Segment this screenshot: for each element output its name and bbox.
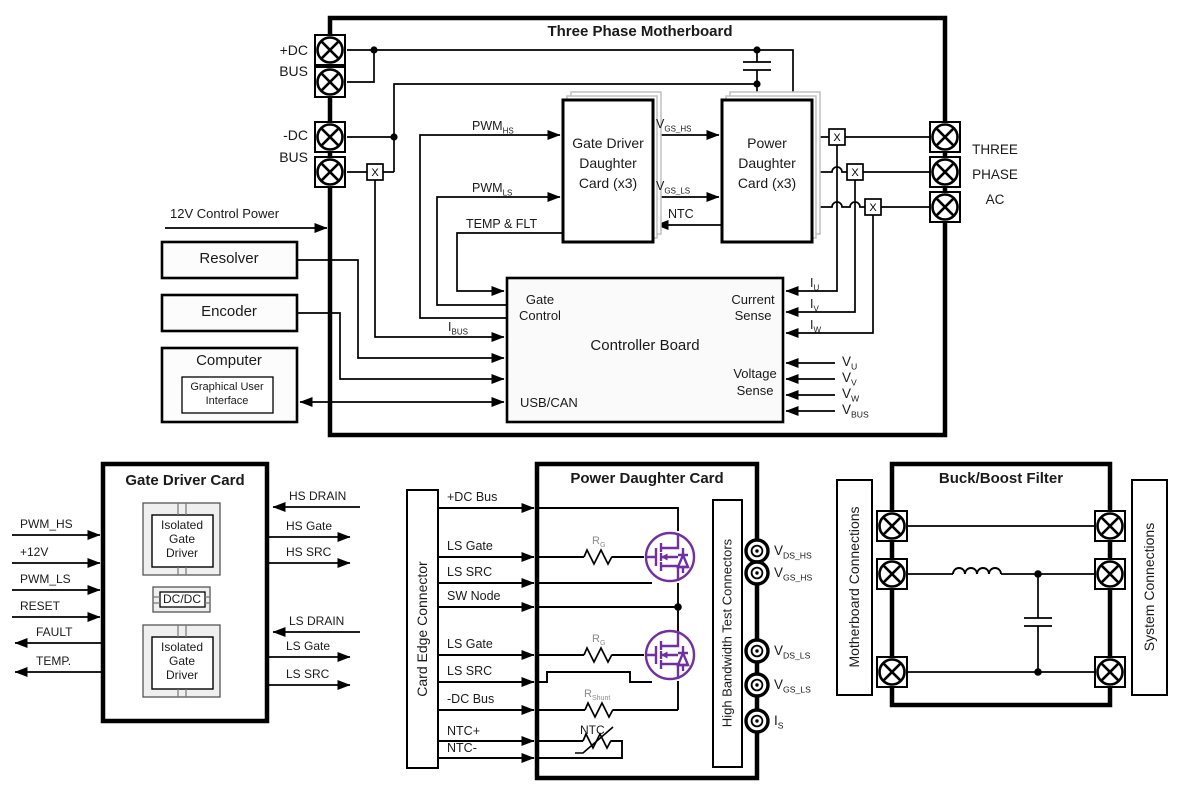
gdc-fault-label: FAULT xyxy=(36,625,73,639)
current-sense-label: Current xyxy=(731,292,775,307)
pdc-dc-plus-label: +DC Bus xyxy=(447,490,498,504)
pdc-ntc-minus-label: NTC- xyxy=(447,741,477,755)
is-tp-label: $I_S$ xyxy=(774,713,784,731)
pdc-ls-gate-label: LS Gate xyxy=(447,539,493,553)
gdc-12v-label: +12V xyxy=(20,545,49,559)
iw-label: $I_W$ xyxy=(810,318,822,335)
filter-connector-icon xyxy=(1095,657,1125,687)
gdc-title: Gate Driver Card xyxy=(125,472,245,489)
ntc-component-label: NTC xyxy=(580,723,605,737)
inductor-icon xyxy=(953,568,1001,574)
current-sensor-icon xyxy=(367,164,383,180)
vgs-hs-tp-label: $V_{GS\_HS}$ xyxy=(774,565,813,583)
three-phase-ac-label: PHASE xyxy=(972,167,1018,182)
hs-gate-label: HS Gate xyxy=(286,519,333,533)
pdc-ls-gate2-label: LS Gate xyxy=(447,637,493,651)
gate-control-label: Control xyxy=(519,308,561,323)
svg-text:X: X xyxy=(869,202,877,214)
ac-connector-icon xyxy=(930,192,960,222)
motherboard-connections-label: Motherboard Connections xyxy=(846,506,862,668)
buck-boost-wires xyxy=(892,526,1110,672)
gddc-label: Daughter xyxy=(579,155,637,171)
svg-text:X: X xyxy=(371,167,379,179)
current-sensor-icon xyxy=(865,199,881,215)
rshunt-label: $R_{Shunt}$ xyxy=(584,688,611,703)
pdc-label: Power xyxy=(747,135,787,151)
pdc-label: Card (x3) xyxy=(737,175,797,191)
gdc-temp-label: TEMP. xyxy=(36,654,72,668)
minus-dc-bus-label: -DC xyxy=(283,127,308,143)
three-phase-ac-label: AC xyxy=(985,192,1005,207)
gddc-label: Card (x3) xyxy=(578,175,638,191)
buck-boost-outline xyxy=(892,464,1110,705)
voltage-sense-label: Sense xyxy=(736,383,774,398)
igd-ls-label: Isolated xyxy=(160,640,204,654)
igd-hs-label: Isolated xyxy=(160,518,204,532)
vv-label: $V_V$ xyxy=(842,370,857,388)
encoder-label: Encoder xyxy=(201,303,257,320)
gui-label: Graphical User xyxy=(190,381,264,393)
usb-can-label: USB/CAN xyxy=(520,395,578,410)
control-power-label: 12V Control Power xyxy=(170,206,280,221)
system-connections-label: System Connections xyxy=(1141,522,1157,652)
capacitor-icon xyxy=(1024,574,1052,672)
current-sense-label: Sense xyxy=(734,308,772,323)
igd-hs-label: Gate xyxy=(168,532,196,546)
test-connector-icon xyxy=(746,540,768,562)
resolver-label: Resolver xyxy=(199,250,259,267)
computer-label: Computer xyxy=(196,352,262,369)
pdc-label: Daughter xyxy=(738,155,796,171)
pdc-ntc-plus-label: NTC+ xyxy=(447,724,480,738)
current-sensor-icon xyxy=(829,129,845,145)
pdc-ls-src2-label: LS SRC xyxy=(447,664,493,678)
gate-control-label: Gate xyxy=(525,292,555,307)
dc-connector-icon xyxy=(315,35,345,65)
gddc-label: Gate Driver xyxy=(572,135,644,151)
sw-node-junction xyxy=(674,603,682,611)
pdc-detail-title: Power Daughter Card xyxy=(570,470,724,487)
vgs-ls-label: $V_{GS\_LS}$ xyxy=(656,179,691,196)
ls-drain-label: LS DRAIN xyxy=(289,614,345,628)
ac-connector-icon xyxy=(930,122,960,152)
filter-connector-icon xyxy=(877,511,907,541)
iv-label: $I_V$ xyxy=(810,297,819,314)
three-phase-ac-label: THREE xyxy=(972,142,1018,157)
test-connector-icon xyxy=(746,710,768,732)
plus-dc-bus-label: +DC xyxy=(279,42,308,58)
svg-text:X: X xyxy=(833,132,841,144)
vds-hs-tp-label: $V_{DS\_HS}$ xyxy=(774,543,812,561)
igd-ls-label: Gate xyxy=(168,654,196,668)
dc-connector-icon xyxy=(315,157,345,187)
hbtc-label: High Bandwidth Test Connectors xyxy=(719,538,735,728)
pdc-dc-minus-label: -DC Bus xyxy=(447,692,495,706)
gui-label: Interface xyxy=(205,395,249,407)
pwm-hs-label: $PWM_{HS}$ xyxy=(472,119,514,136)
vu-label: $V_U$ xyxy=(842,354,858,372)
iu-label: $I_U$ xyxy=(810,276,820,293)
ntc-signal-label: NTC xyxy=(668,207,694,221)
pdc-sw-node-label: SW Node xyxy=(447,589,501,603)
voltage-sense-label: Voltage xyxy=(733,366,777,381)
filter-connector-icon xyxy=(877,559,907,589)
pwm-ls-label: $PWM_{LS}$ xyxy=(472,181,513,198)
ibus-label: $I_{BUS}$ xyxy=(448,320,468,337)
dc-connector-icon xyxy=(315,67,345,97)
filter-connector-icon xyxy=(1095,559,1125,589)
igd-hs-label: Driver xyxy=(166,546,198,560)
motherboard-title: Three Phase Motherboard xyxy=(547,23,733,40)
svg-text:X: X xyxy=(851,167,859,179)
filter-connector-icon xyxy=(877,657,907,687)
igd-ls-label: Driver xyxy=(166,668,198,682)
test-connector-icon xyxy=(746,674,768,696)
plus-dc-bus-label: BUS xyxy=(279,63,308,79)
rg-label: $R_G$ xyxy=(592,535,606,550)
gdc-pwm-hs-label: PWM_HS xyxy=(20,517,73,531)
ls-src-label: LS SRC xyxy=(286,667,330,681)
vw-label: $V_W$ xyxy=(842,386,860,404)
vgs-ls-tp-label: $V_{GS\_LS}$ xyxy=(774,677,811,695)
vgs-hs-label: $V_{GS\_HS}$ xyxy=(656,117,692,134)
temp-flt-label: TEMP & FLT xyxy=(466,217,538,231)
vbus-label: $V_{BUS}$ xyxy=(842,402,869,420)
gdc-pwm-ls-label: PWM_LS xyxy=(20,572,71,586)
vds-ls-tp-label: $V_{DS\_LS}$ xyxy=(774,643,811,661)
dcdc-label: DC/DC xyxy=(163,592,201,606)
rg-label: $R_G$ xyxy=(592,633,606,648)
hs-src-label: HS SRC xyxy=(286,545,332,559)
hs-drain-label: HS DRAIN xyxy=(289,489,347,503)
ls-gate-label: LS Gate xyxy=(286,639,331,653)
ac-connector-icon xyxy=(930,157,960,187)
bbf-title: Buck/Boost Filter xyxy=(938,470,1064,487)
dc-connector-icon xyxy=(315,122,345,152)
current-sensor-icon xyxy=(847,164,863,180)
controller-board-label: Controller Board xyxy=(590,337,700,354)
filter-connector-icon xyxy=(1095,511,1125,541)
test-connector-icon xyxy=(746,640,768,662)
minus-dc-bus-label: BUS xyxy=(279,149,308,165)
card-edge-connector-label: Card Edge Connector xyxy=(414,561,430,697)
test-connector-icon xyxy=(746,562,768,584)
gdc-reset-label: RESET xyxy=(20,599,61,613)
pdc-ls-src-label: LS SRC xyxy=(447,565,493,579)
